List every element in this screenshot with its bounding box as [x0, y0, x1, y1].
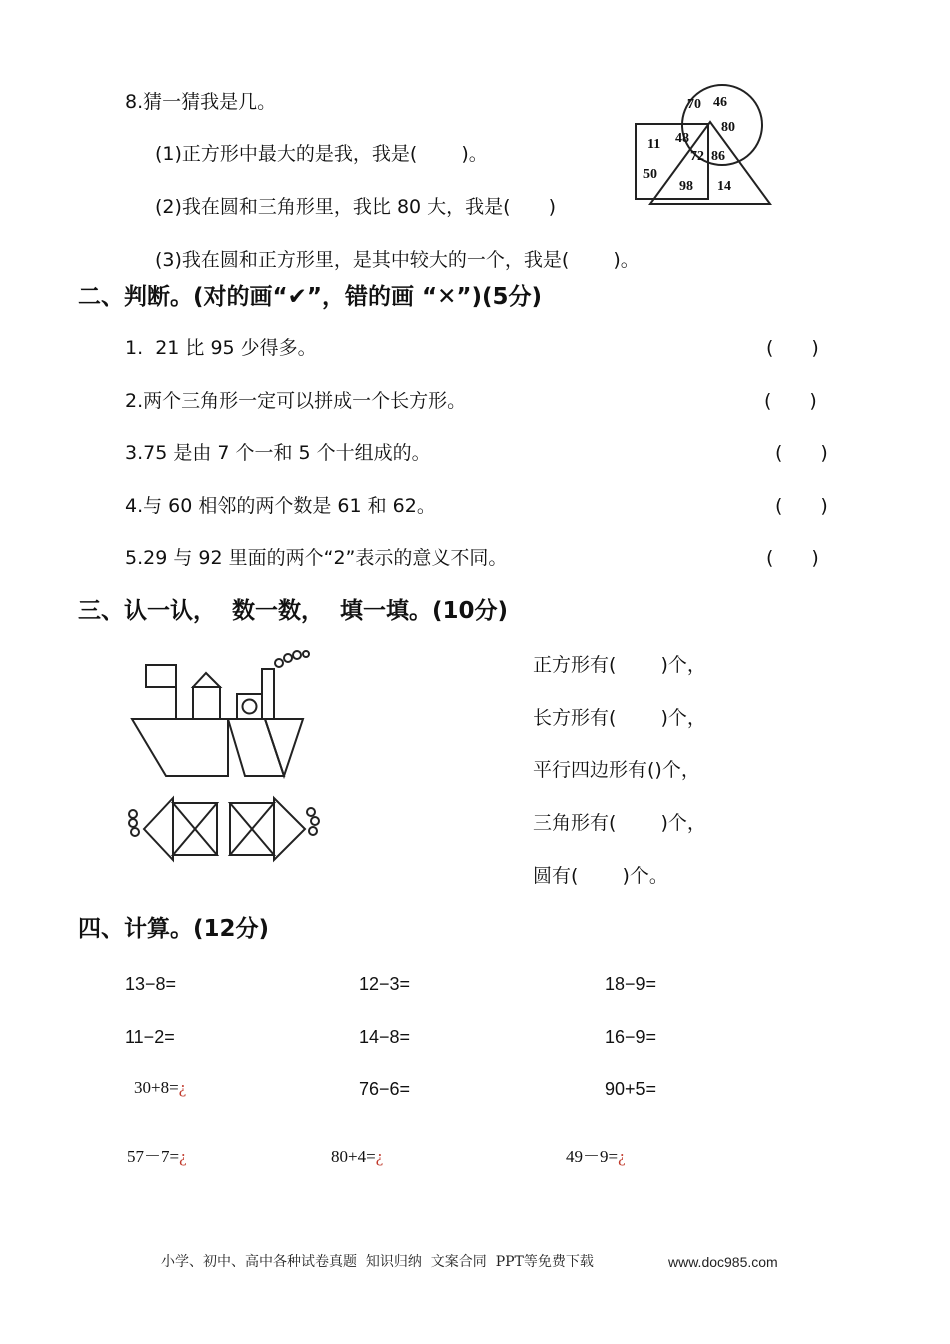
porthole-circle [243, 700, 257, 714]
bowtie-right [230, 803, 274, 855]
judge-item: 5.29 与 92 里面的两个“2”表示的意义不同。 [125, 547, 508, 569]
smoke-circle [275, 659, 283, 667]
judge-blank[interactable]: ( ) [775, 495, 828, 517]
q8-sub1: (1)正方形中最大的是我，我是( )。 [155, 143, 488, 165]
footer-url[interactable]: www.doc985.com [668, 1254, 778, 1270]
judge-item: 3.75 是由 7 个一和 5 个十组成的。 [125, 442, 431, 464]
calc-item [134, 1076, 186, 1100]
count-fill: 长方形有( )个， [533, 707, 706, 729]
calc-item: 16−9= [605, 1027, 657, 1047]
venn-figure [630, 78, 780, 213]
hull-right [265, 719, 303, 776]
tower-roof [193, 673, 220, 687]
bubble-circle [309, 827, 317, 835]
judge-item: 4.与 60 相邻的两个数是 61 和 62。 [125, 495, 436, 517]
bowtie-left [173, 803, 217, 855]
venn-number: 70 [687, 97, 701, 112]
calc-expression: 57－7= [127, 1147, 180, 1166]
venn-number: 48 [675, 131, 689, 146]
q8-sub2: (2)我在圆和三角形里，我比 80 大，我是( ) [155, 196, 556, 218]
porthole-square [237, 694, 262, 719]
count-fill: 正方形有( )个， [533, 654, 706, 676]
section3-heading: 三、认一认， 数一数， 填一填。(10分) [78, 598, 509, 624]
answer-mark: ¿ [179, 1147, 187, 1166]
bubble-circle [131, 828, 139, 836]
fish-head-left [144, 798, 173, 860]
calc-item: 14−8= [359, 1027, 411, 1047]
venn-number: 86 [711, 149, 725, 164]
tower-body [193, 687, 220, 719]
answer-mark: ¿ [618, 1147, 626, 1166]
calc-item: 76−6= [359, 1079, 411, 1099]
smoke-circle [293, 651, 301, 659]
venn-number: 98 [679, 179, 693, 194]
calc-item: 90+5= [605, 1079, 657, 1099]
hull-left [132, 719, 228, 776]
venn-number: 72 [690, 149, 704, 164]
q8-title: 8.猜一猜我是几。 [125, 91, 277, 113]
venn-number: 11 [647, 137, 661, 152]
judge-blank[interactable]: ( ) [775, 442, 828, 464]
count-fill: 圆有( )个。 [533, 865, 668, 887]
venn-number: 80 [721, 120, 735, 135]
section2-heading: 二、判断。(对的画“✔”，错的画 “✕”)(5分) [78, 284, 543, 310]
judge-blank[interactable]: ( ) [766, 547, 819, 569]
section4-heading: 四、计算。(12分) [78, 916, 270, 942]
count-fill: 平行四边形有()个， [533, 759, 700, 781]
hull-parallelogram [228, 719, 284, 776]
judge-item: 1. 21 比 95 少得多。 [125, 337, 317, 359]
smoke-circle [303, 651, 309, 657]
venn-number: 14 [717, 179, 731, 194]
calc-expression: 49－9= [566, 1147, 619, 1166]
q8-sub3: (3)我在圆和正方形里，是其中较大的一个，我是( )。 [155, 249, 640, 271]
calc-item: 13−8= [125, 974, 177, 994]
smoke-circle [284, 654, 292, 662]
fish-head-right [274, 798, 305, 860]
venn-number: 50 [643, 167, 657, 182]
bubble-circle [307, 808, 315, 816]
judge-blank[interactable]: ( ) [766, 337, 819, 359]
flag-rect [146, 665, 176, 687]
calc-item [127, 1145, 187, 1169]
chimney [262, 669, 274, 719]
shape-picture [125, 646, 335, 871]
calc-expression: 80+4= [331, 1147, 376, 1166]
footer-text: 小学、初中、高中各种试卷真题 知识归纳 文案合同 PPT等免费下载 [161, 1254, 594, 1270]
bubble-circle [311, 817, 319, 825]
calc-item [331, 1145, 383, 1169]
calc-item: 18−9= [605, 974, 657, 994]
calc-expression: 30+8= [134, 1078, 179, 1097]
venn-number: 46 [713, 95, 727, 110]
calc-item: 11−2= [125, 1027, 175, 1047]
bubble-circle [129, 810, 137, 818]
count-fill: 三角形有( )个， [533, 812, 706, 834]
judge-item: 2.两个三角形一定可以拼成一个长方形。 [125, 390, 467, 412]
answer-mark: ¿ [178, 1078, 187, 1097]
bubble-circle [129, 819, 137, 827]
answer-mark: ¿ [375, 1147, 384, 1166]
judge-blank[interactable]: ( ) [764, 390, 817, 412]
calc-item [566, 1145, 626, 1169]
calc-item: 12−3= [359, 974, 411, 994]
